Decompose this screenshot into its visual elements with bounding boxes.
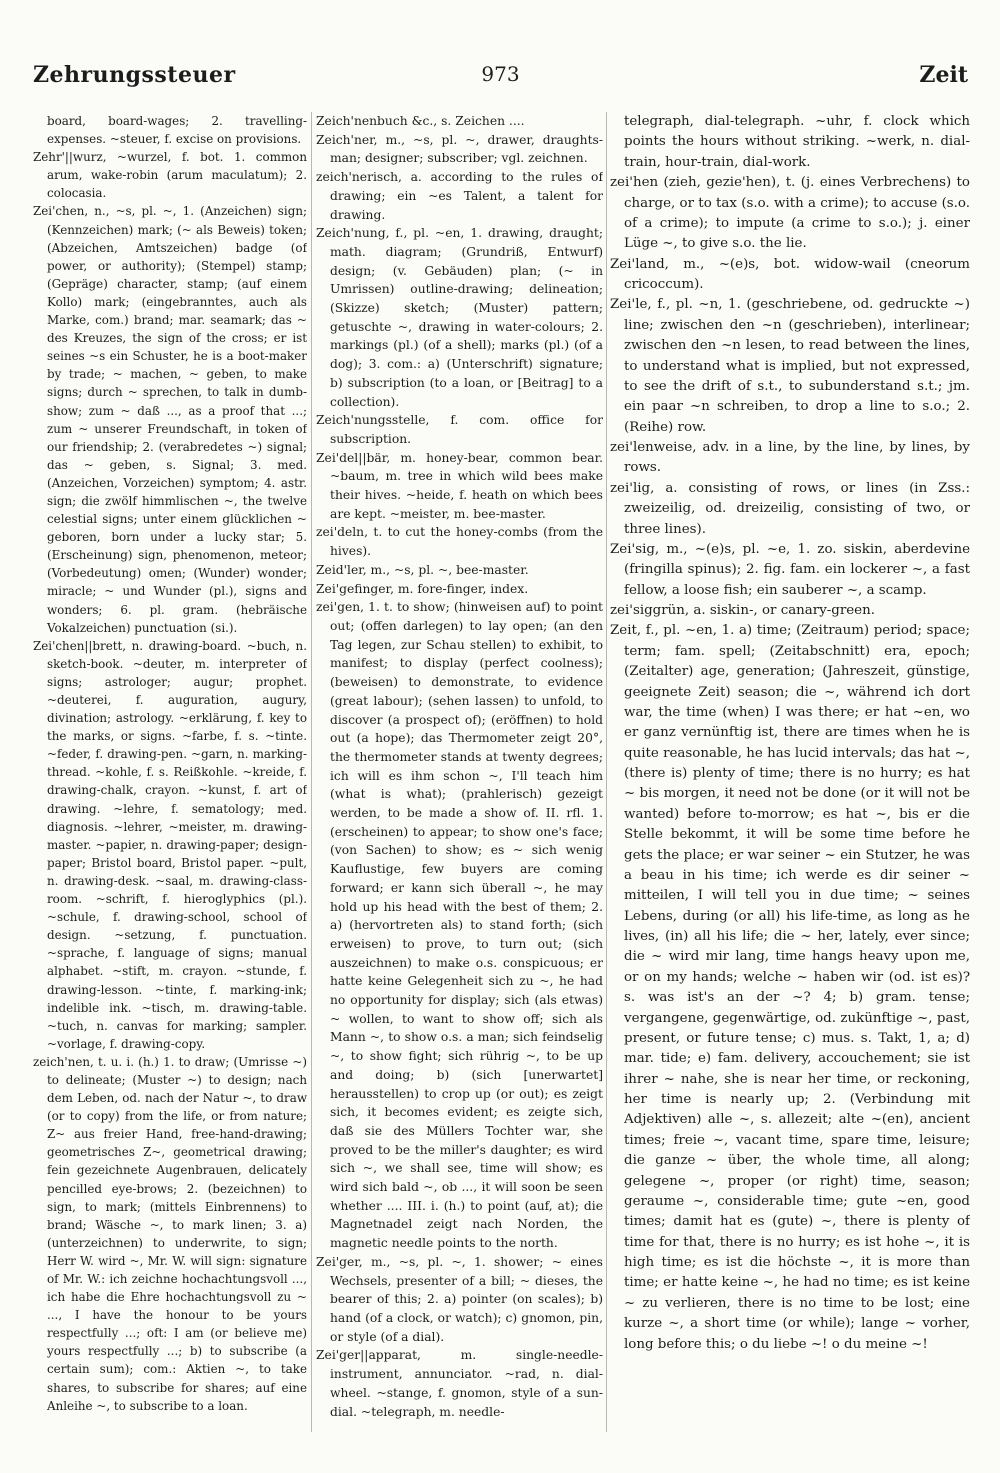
page-number: 973 [481,62,520,86]
page-header [33,62,968,102]
dictionary-entry: Zei'land, m., ~(e)s, bot. widow-wail (cneorum cricoccum). [610,256,970,292]
dictionary-entry: zeich'nen, t. u. i. (h.) 1. to draw; (Umrisse ~) to delineate; (Muster ~) to design; nach dem Leben, od. nach der Natur ~, to draw (or to copy) from the life, or from nature; Z~ aus freier Hand, free-hand-drawing; geometrisches Z~, geometrical drawing; fein gezeichnete Augenbrauen, delicately pencilled eye-brows; 2. (bezeichnen) to sign, to mark; (mittels Einbrennens) to brand; Wäsche ~, to mark linen; 3. a) (unterzeichnen) to underwrite, to sign; Herr W. wird ~, Mr. W. will sign: signature of Mr. W.: ich zeichne hochachtungsvoll ..., ich habe die Ehre hochachtungsvoll zu ~ ..., I have the honour to be yours respectfully ...; oft: I am (or believe me) yours respectfully ...; b) to subscribe (a certain sum); com.: Aktien ~, to take shares, to subscribe for shares; auf eine Anleihe ~, to subscribe to a loan. [33,1054,307,1413]
column-right [610,112,970,1432]
dictionary-entry: Zei'chen, n., ~s, pl. ~, 1. (Anzeichen) sign; (Kennzeichen) mark; (~ als Beweis) token; (Abzeichen, Amtszeichen) badge (of power, or authority); (Stempel) stamp; (Gepräge) character, stamp; (auf einem Kollo) mark; (eingebranntes, auch als Marke, com.) brand; mar. seamark; das ~ des Kreuzes, the sign of the cross; er ist seines ~s ein Schuster, he is a boot-maker by trade; ~ machen, ~ geben, to make signs; durch ~ sprechen, to talk in dumb-show; zum ~ daß ..., as a proof that ...; zum ~ unserer Freundschaft, in token of our friendship; 2. (verabredetes ~) signal; das ~ geben, s. Signal; 3. med. (Anzeichen, Vorzeichen) symptom; 4. astr. sign; die zwölf himmlischen ~, the twelve celestial signs; unter einem glücklichen ~ geboren, born under a lucky star; 5. (Erscheinung) sign, phenomenon, meteor; (Vorbedeutung) omen; (Wunder) wonder; miracle; ~ und Wunder (pl.), signs and wonders; 6. pl. gram. (hebräische Vokalzeichen) punctuation (si.). [33,204,307,635]
dictionary-entry: Zei'ger||apparat, m. single-needle-instrument, annunciator. ~rad, n. dial-wheel. ~stange, f. gnomon, style of a sun-dial. ~telegraph, m. needle- [316,1348,603,1419]
dictionary-entry: Zei'del||bär, m. honey-bear, common bear. ~baum, m. tree in which wild bees make their hives. ~heide, f. heath on which bees are kept. ~meister, m. bee-master. [316,450,603,521]
dictionary-entry: zei'lenweise, adv. in a line, by the line, by lines, by rows. [610,440,970,476]
dictionary-entry: Zei'sig, m., ~(e)s, pl. ~e, 1. zo. siskin, aberdevine (fringilla spinus); 2. fig. fam. ein lockerer ~, a fast fellow, a loose fish; ein sauberer ~, a scamp. [610,541,970,598]
column-middle [316,112,603,1432]
dictionary-entry: Zeich'nungsstelle, f. com. office for subscription. [316,413,603,446]
dictionary-entry: Zei'chen||brett, n. drawing-board. ~buch, n. sketch-book. ~deuter, m. interpreter of signs; astrologer; augur; prophet. ~deuterei, f. auguration, augury, divination; astrology. ~erklärung, f. key to the marks, or signs. ~farbe, f. s. ~tinte. ~feder, f. drawing-pen. ~garn, n. marking-thread. ~kohle, f. s. Reißkohle. ~kreide, f. drawing-chalk, crayon. ~kunst, f. art of drawing. ~lehre, f. sematology; med. diagnosis. ~lehrer, ~meister, m. drawing-master. ~papier, n. drawing-paper; design-paper; Bristol board, Bristol paper. ~pult, n. drawing-desk. ~saal, m. drawing-class-room. ~schrift, f. hieroglyphics (pl.). ~schule, f. drawing-school, school of design. ~setzung, f. punctuation. ~sprache, f. language of signs; manual alphabet. ~stift, m. crayon. ~stunde, f. drawing-lesson. ~tinte, f. marking-ink; indelible ink. ~tisch, m. drawing-table. ~tuch, n. canvas for marking; sampler. ~vorlage, f. drawing-copy. [33,638,307,1051]
dictionary-entry: zei'siggrün, a. siskin-, or canary-green. [610,603,875,618]
dictionary-entry: Zei'gefinger, m. fore-finger, index. [316,581,529,596]
dictionary-entry: Zeid'ler, m., ~s, pl. ~, bee-master. [316,562,529,577]
dictionary-entry: Zeich'nung, f., pl. ~en, 1. drawing, draught; math. diagram; (Grundriß, Entwurf) design; (v. Gebäuden) plan; (~ in Umrissen) outline-drawing; delineation; (Skizze) sketch; (Muster) pattern; getuschte ~, drawing in water-colours; 2. markings (pl.) (of a shell); marks (pl.) (of a dog); 3. com.: a) (Unterschrift) signature; b) subscription (to a loan, or [Beitrag] to a collection). [316,226,603,409]
dictionary-entry: Zeich'nenbuch &c., s. Zeichen .... [316,114,525,128]
dictionary-entry: telegraph, dial-telegraph. ~uhr, f. clock which points the hours without striking. ~werk, n. dial-train, hour-train, dial-work. [624,114,970,170]
column-left [33,112,307,1432]
dictionary-entry: zei'lig, a. consisting of rows, or lines (in Zss.: zweizeilig, od. dreizeilig, consisting of two, or three lines). [610,480,970,537]
dictionary-entry: zei'gen, 1. t. to show; (hinweisen auf) to point out; (offen darlegen) to lay open; (an den Tag legen, zur Schau stellen) to exhibit, to manifest; to display (perfect coolness); (beweisen) to demonstrate, to evidence (great labour); (sehen lassen) to unfold, to discover (a prospect of); (eröffnen) to hold out (a hope); das Thermometer zeigt 20°, the thermometer stands at twenty degrees; ich will es ihm schon ~, I'll teach him (what is what); (prahlerisch) gezeigt werden, to be made a show of. II. rfl. 1. (erscheinen) to appear; to show one's face; (von Sachen) to show; es ~ sich wenig Kauflustige, few buyers are coming forward; er kann sich überall ~, he may hold up his head with the best of them; 2. a) (hervortreten als) to stand forth; (sich erweisen) to prove, to turn out; (sich auszeichnen) to make o.s. conspicuous; er hatte keine Gelegenheit sich zu ~, he had no opportunity for display; sich (als etwas) ~ wollen, to want to show off; sich als Mann ~, to show o.s. a man; sich feindselig ~, to show fight; sich rührig ~, to be up and doing; b) (sich [unerwartet] herausstellen) to crop up (or out); es zeigt sich, it becomes evident; es zeigte sich, daß sie des Müllers Tochter war, she proved to be the miller's daughter; es wird sich ~, we shall see, time will show; es wird sich bald ~, ob ..., it will soon be seen whether .... III. i. (h.) to point (auf, at); die Magnetnadel zeigt nach Norden, the magnetic needle points to the north. [316,600,603,1251]
columns-container [33,112,973,1432]
dictionary-entry: Zei'le, f., pl. ~n, 1. (geschriebene, od. gedruckte ~) line; zwischen den ~n (geschrieben), interlinear; zwischen den ~n lesen, to read between the lines, to understand what is implied, but not expressed, to see the drift of s.t., to subunderstand s.t.; jm. ein paar ~n schreiben, to drop a line to s.o.; 2. (Reihe) row. [610,297,970,435]
header-guide-word-left: Zehrungssteuer [33,62,236,88]
dictionary-entry: zei'deln, t. to cut the honey-combs (from the hives). [316,525,603,559]
dictionary-entry: Zeich'ner, m., ~s, pl. ~, drawer, draughts-man; designer; subscriber; vgl. zeichnen. [316,132,603,166]
column-divider [606,112,607,1432]
dictionary-entry: Zei'ger, m., ~s, pl. ~, 1. shower; ~ eines Wechsels, presenter of a bill; ~ dieses, the bearer of this; 2. a) pointer (on scales); b) hand (of a clock, or watch); c) gnomon, pin, or style (of a dial). [316,1254,603,1344]
dictionary-entry: zeich'nerisch, a. according to the rules of drawing; ein ~es Talent, a talent for drawing. [316,170,603,222]
header-guide-word-right: Zeit [919,62,968,88]
column-divider [311,112,312,1432]
dictionary-entry: Zehr'||wurz, ~wurzel, f. bot. 1. common arum, wake-robin (arum maculatum); 2. colocasia. [33,150,307,201]
dictionary-entry: zei'hen (zieh, gezie'hen), t. (j. eines Verbrechens) to charge, or to tax (s.o. with a crime); to accuse (s.o. of a crime); to impute (a crime to s.o.); j. einer Lüge ~, to give s.o. the lie. [610,175,970,252]
dictionary-entry: Zeit, f., pl. ~en, 1. a) time; (Zeitraum) period; space; term; fam. spell; (Zeitabschnitt) era, epoch; (Zeitalter) age, generation; (Jahreszeit, günstige, geeignete Zeit) season; die ~, während ich dort war, the time (when) I was there; er hat ~en, wo er ganz vernünftig ist, there are times when he is quite reasonable, he has lucid intervals; das hat ~, (there is) plenty of time; there is no hurry; es hat ~ bis morgen, it need not be done (or it will not be wanted) before to-morrow; es hat ~, bis er die Stelle bekommt, it will be some time before he gets the place; er war seiner ~ ein Stutzer, he was a beau in his time; ich werde es dir seiner ~ mitteilen, I will tell you in due time; ~ seines Lebens, during (or all) his life-time, as long as he lives, (in) all his life; die ~ her, lately, ever since; die ~ wird mir lang, time hangs heavy upon me, or on my hands; welche ~ haben wir (od. ist es)? s. was ist's an der ~? 4; b) gram. tense; vergangene, gegenwärtige, od. zukünftige ~, past, present, or future tense; c) mus. s. Takt, 1, a; d) mar. tide; e) fam. delivery, accouchement; sie ist ihrer ~ nahe, she is near her time, or reckoning, her time is nearly up; 2. (Verbindung mit Adjektiven) alle ~, s. allezeit; alte ~(en), ancient times; freie ~, vacant time, spare time, leisure; die ganze ~ über, the whole time, all along; gelegene ~, proper (or right) time, season; geraume ~, considerable time; gute ~en, good times; damit hat es (gute) ~, there is plenty of time for that, there is no hurry; es ist hohe ~, it is high time; es ist die höchste ~, it is more than time; er hatte keine ~, he had no time; es ist keine ~ zu verlieren, there is no time to be lost; eine kurze ~, a short time (or while); lange ~ vorher, long before this; o du liebe ~! o du meine ~! [610,623,970,1352]
dictionary-entry: board, board-wages; 2. travelling-expenses. ~steuer, f. excise on provisions. [47,114,307,147]
